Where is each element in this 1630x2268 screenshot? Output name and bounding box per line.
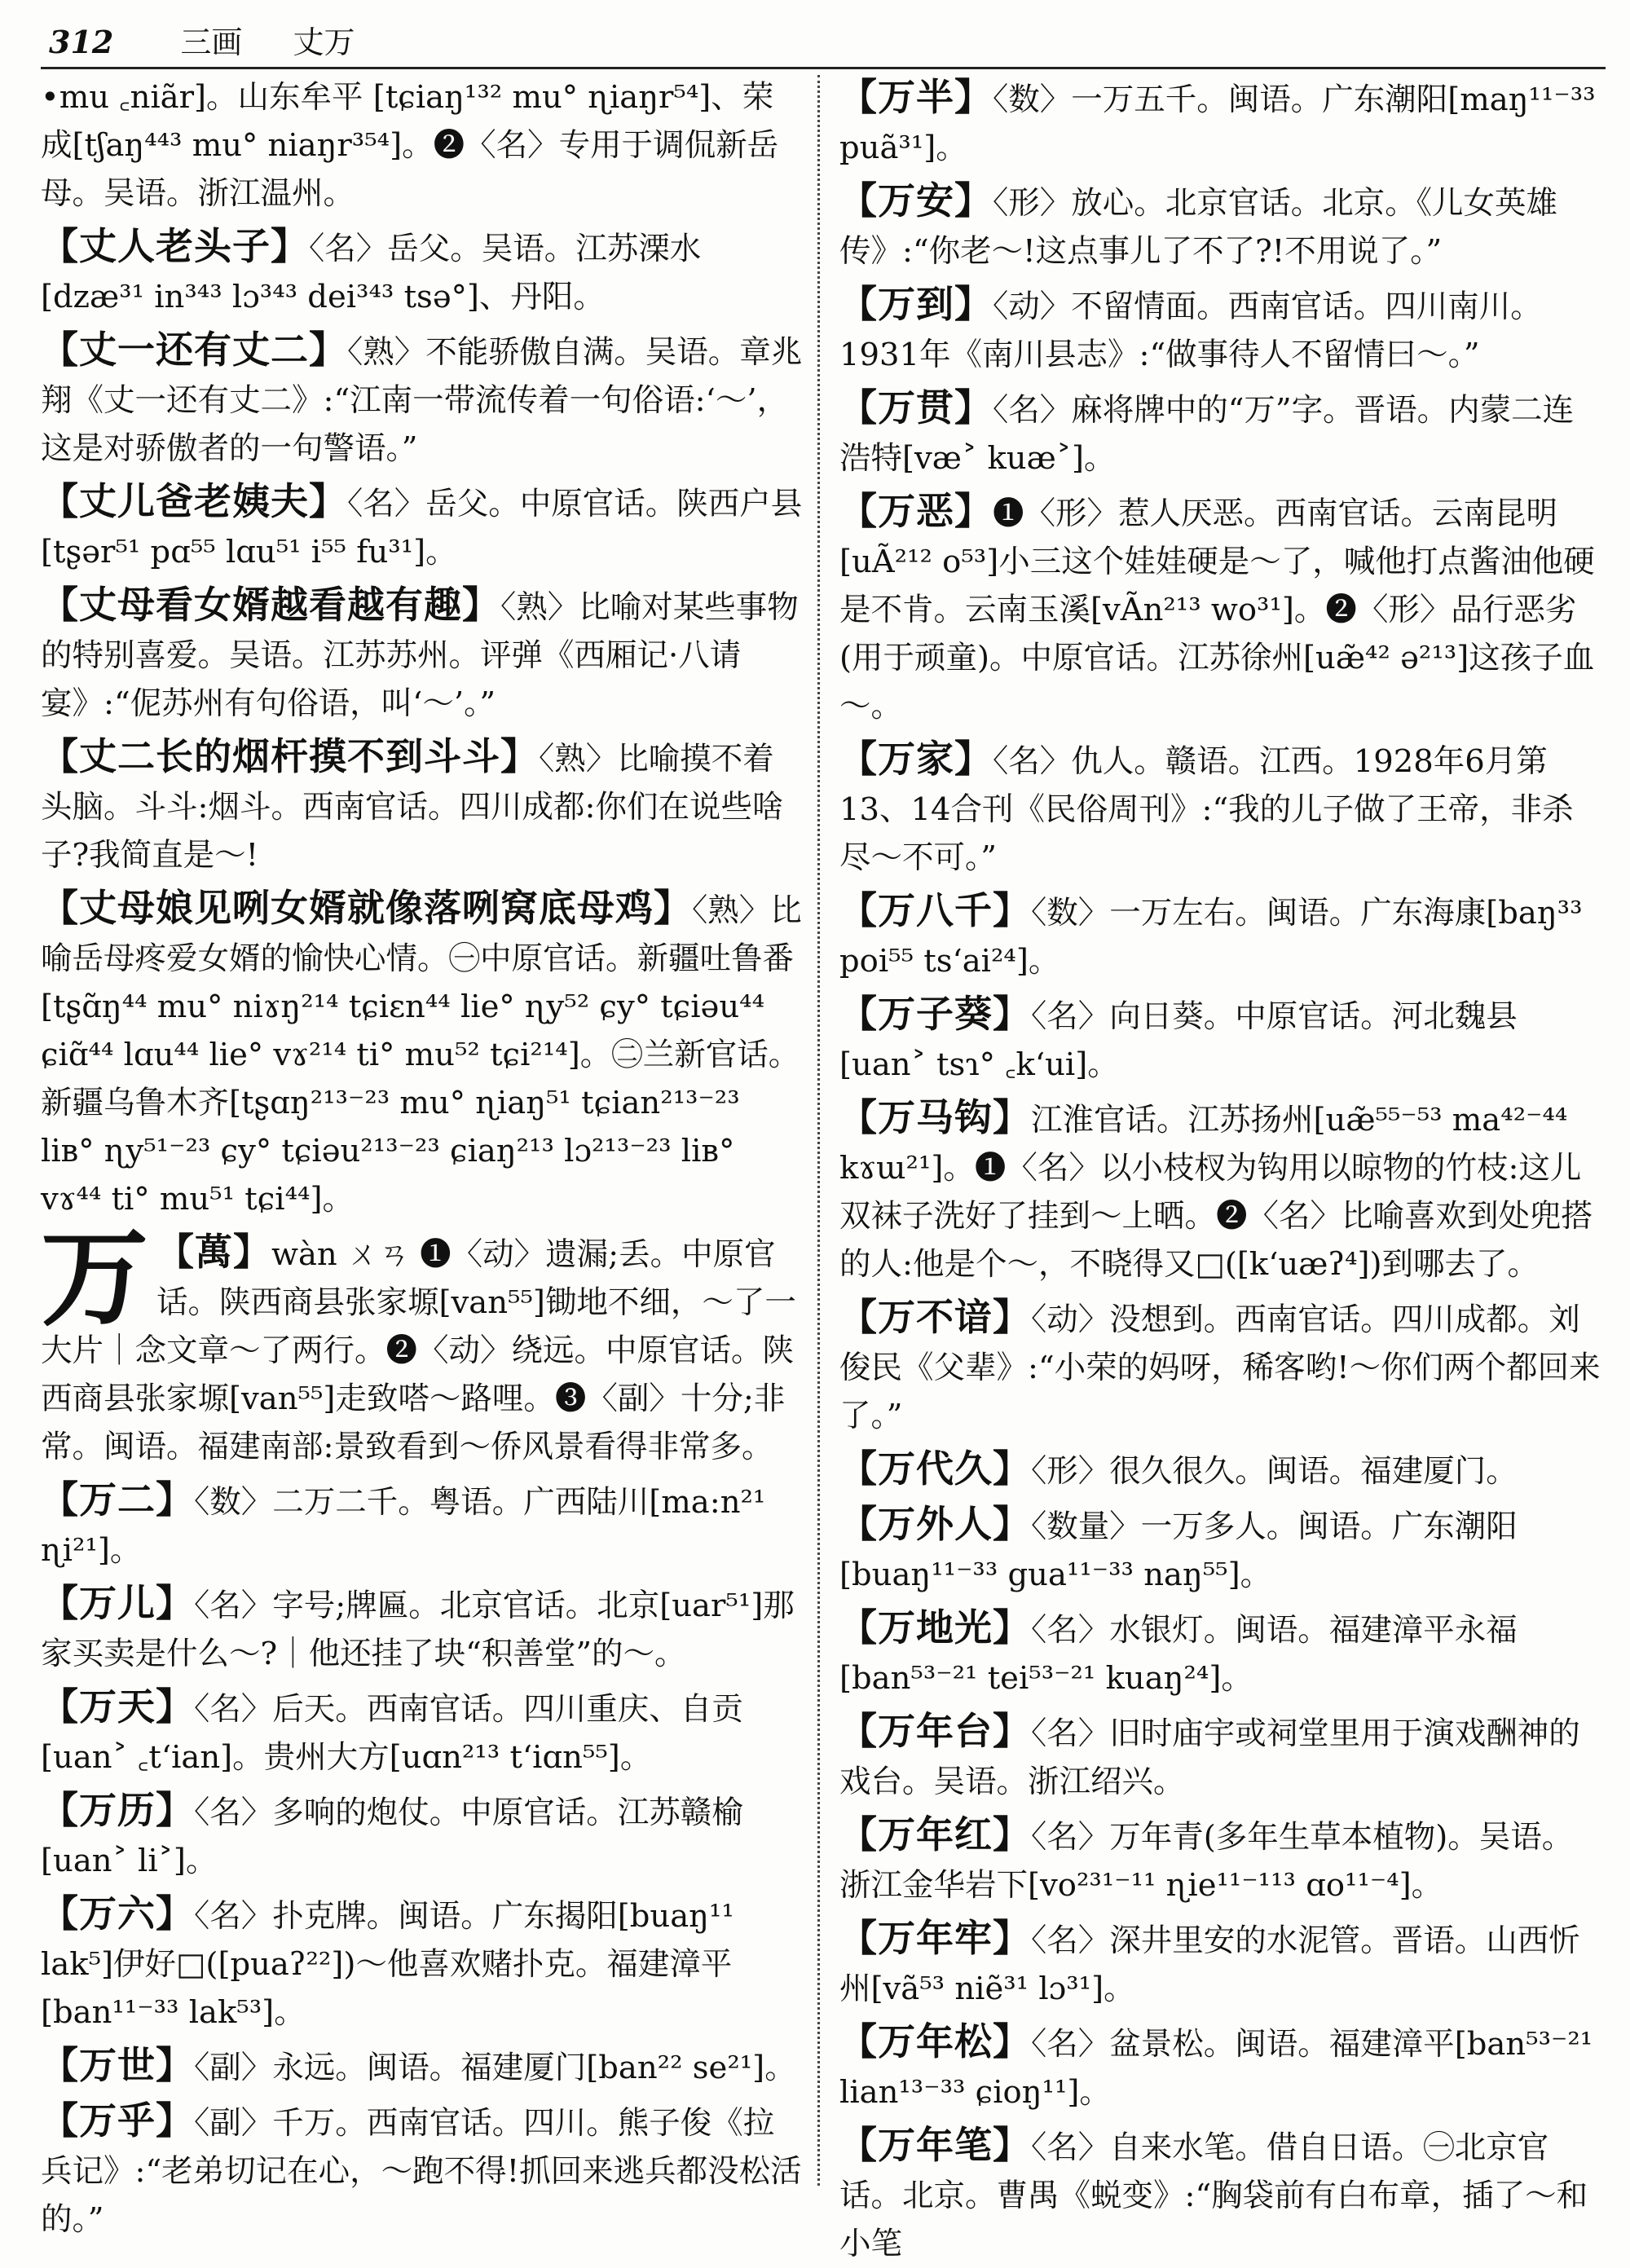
entry-definition: 〈数〉二万二千。粤语。广西陆川[ma:n²¹ ɳi²¹]。 (41, 1484, 766, 1569)
entry-headword: 【万外人】 (839, 1502, 1031, 1546)
entry-definition: 〈名〉仇人。赣语。江西。1928年6月第13、14合刊《民俗周刊》:“我的儿子做了王帝，非杀尽～不可。” (839, 743, 1574, 876)
dictionary-entry (839, 1604, 1601, 1702)
dictionary-entry (41, 1890, 803, 2037)
page-header (49, 18, 1581, 67)
dictionary-entry (839, 1500, 1601, 1599)
entry-headword: 【万贯】 (839, 385, 993, 429)
entry-headword: 【萬】 (156, 1230, 271, 1274)
entry-definition: 〈名〉麻将牌中的“万”字。晋语。内蒙二连浩特[væ˃ kuæ˃]。 (839, 392, 1575, 477)
entry-headword: 【万代久】 (839, 1447, 1031, 1491)
entry-definition: 〈数量〉一万多人。闽语。广东潮阳[buaŋ¹¹⁻³³ gua¹¹⁻³³ naŋ⁵⁵]。 (839, 1508, 1518, 1593)
entry-headword: 【丈儿爸老姨夫】 (41, 479, 347, 523)
main-character: 万 (41, 1215, 148, 1341)
dictionary-entry (41, 884, 803, 1223)
entry-headword: 【万乎】 (41, 2098, 194, 2142)
entry-headword: 【万到】 (839, 282, 993, 326)
entry-headword: 【万天】 (41, 1684, 194, 1729)
entry-headword: 【万子葵】 (839, 992, 1031, 1036)
entry-headword: 【万八千】 (839, 888, 1031, 932)
dictionary-entry (839, 990, 1601, 1089)
dictionary-entry (41, 326, 803, 473)
dictionary-entry (41, 222, 803, 321)
header-rule (41, 67, 1606, 69)
entry-headword: 【万年松】 (839, 2019, 1031, 2063)
entry-definition: 〈副〉千万。西南官话。四川。熊子俊《拉兵记》:“老弟切记在心，～跑不得!抓回来逃兵都没松活的。” (41, 2105, 802, 2238)
entry-definition: 〈名〉扑克牌。闽语。广东揭阳[buaŋ¹¹ lak⁵]伊好□([puaʔ²²])～他喜欢赌扑克。福建漳平[ban¹¹⁻³³ lak⁵³]。 (41, 1898, 734, 2031)
entry-definition: 〈名〉深井里安的水泥管。晋语。山西忻州[vã⁵³ niẽ³¹ lɔ³¹]。 (839, 1922, 1580, 2007)
column-divider (817, 75, 820, 2186)
entry-headword: 【万半】 (839, 75, 993, 119)
entry-definition: 〈名〉水银灯。闽语。福建漳平永福[ban⁵³⁻²¹ tei⁵³⁻²¹ kuaŋ²⁴]。 (839, 1612, 1518, 1697)
entry-headword: 【万家】 (839, 737, 993, 781)
entry-headword: 【万儿】 (41, 1581, 194, 1625)
entry-definition: 〈名〉岳父。吴语。江苏溧水[dzæ³¹ in³⁴³ lɔ³⁴³ dei³⁴³ tsə°]、丹阳。 (41, 231, 702, 315)
entry-definition: wàn ㄨㄢ ❶〈动〉遗漏;丢。中原官话。陕西商县张家塬[van⁵⁵]锄地不细，～了一大片｜念文章～了两行。❷〈动〉绕远。中原官话。陕西商县张家塬[van⁵⁵]走致嗒～路哩。❸〈副〉十分;非常。闽语。福建南部:景致看到～侨风景看得非常多。 (41, 1236, 796, 1465)
entry-headword: 【万历】 (41, 1788, 194, 1832)
dictionary-entry (41, 73, 803, 218)
entry-headword: 【万年笔】 (839, 2123, 1031, 2167)
entry-headword: 【丈母看女婿越看越有趣】 (41, 583, 500, 627)
entry-headword: 【万年红】 (839, 1812, 1031, 1856)
left-column (41, 73, 803, 2238)
entry-definition: 〈熟〉比喻摸不着头脑。斗斗:烟斗。西南官话。四川成都:你们在说些啥子?我简直是～! (41, 741, 784, 874)
entry-headword: 【丈人老头子】 (41, 224, 309, 268)
dictionary-entry (839, 887, 1601, 985)
dictionary-entry (41, 478, 803, 576)
entry-definition: 〈名〉多响的炮仗。中原官话。江苏赣榆[uan˃ li˃]。 (41, 1795, 743, 1879)
dictionary-entry (839, 1445, 1601, 1495)
entry-definition: 〈名〉旧时庙宇或祠堂里用于演戏酬神的戏台。吴语。浙江绍兴。 (839, 1715, 1580, 1800)
entry-headword: 【丈一还有丈二】 (41, 328, 347, 372)
entry-headword: 【万世】 (41, 2043, 194, 2087)
dictionary-entry (41, 2097, 803, 2244)
dictionary-entry (41, 1786, 803, 1885)
dictionary-entry (839, 73, 1601, 172)
dictionary-entry (41, 733, 803, 879)
entry-definition: 〈名〉万年青(多年生草本植物)。吴语。浙江金华岩下[vo²³¹⁻¹¹ ɳie¹¹⁻¹¹³ ɑo¹¹⁻⁴]。 (839, 1819, 1574, 1904)
dictionary-entry (839, 2121, 1601, 2268)
right-column (839, 73, 1601, 2262)
entry-headword: 【万地光】 (839, 1605, 1031, 1649)
dictionary-entry (839, 2018, 1601, 2116)
entry-headword: 【万年牢】 (839, 1916, 1031, 1960)
entry-definition: 江淮官话。江苏扬州[uæ̃⁵⁵⁻⁵³ ma⁴²⁻⁴⁴ kɤɯ²¹]。❶〈名〉以小枝杈为钩用以晾物的竹枝:这儿双袜子洗好了挂到～上晒。❷〈名〉比喻喜欢到处兜搭的人:他是个～，不晓得又□([k‘uæʔ⁴])到哪去了。 (839, 1102, 1593, 1283)
entry-definition: 〈熟〉不能骄傲自满。吴语。章兆翔《丈一还有丈二》:“江南一带流传着一句俗语:‘～’，这是对骄傲者的一句警语。” (41, 334, 803, 467)
entry-definition: 〈形〉很久很久。闽语。福建厦门。 (1031, 1453, 1518, 1490)
dictionary-entry (839, 384, 1601, 482)
dictionary-entry (41, 1476, 803, 1574)
entry-definition: 〈熟〉比喻对某些事物的特别喜爱。吴语。江苏苏州。评弹《西厢记·八请宴》:“伲苏州有句俗语，叫‘～’。” (41, 589, 799, 722)
dictionary-entry (839, 1293, 1601, 1440)
entry-definition: 〈动〉没想到。西南官话。四川成都。刘俊民《父辈》:“小荣的妈呀，稀客哟!～你们两个都回来了。” (839, 1301, 1601, 1434)
entry-headword: 【万年台】 (839, 1709, 1031, 1753)
dictionary-entry (41, 1215, 803, 1471)
entry-definition: 〈名〉岳父。中原官话。陕西户县[tʂər⁵¹ pɑ⁵⁵ lɑu⁵¹ i⁵⁵ fu³¹]。 (41, 486, 803, 570)
entry-definition: 〈副〉永远。闽语。福建厦门[ban²² se²¹]。 (194, 2050, 796, 2086)
dictionary-entry (41, 2041, 803, 2092)
entry-definition: 〈形〉放心。北京官话。北京。《儿女英雄传》:“你老～!这点事儿了不了?!不用说了。” (839, 185, 1558, 270)
entry-headword: 【丈母娘见咧女婿就像落咧窝底母鸡】 (41, 886, 692, 930)
entry-definition: 〈动〉不留情面。西南官话。四川南川。1931年《南川县志》:“做事待人不留情曰～。” (839, 288, 1542, 373)
entry-definition: 〈熟〉比喻岳母疼爱女婿的愉快心情。㊀中原官话。新疆吐鲁番 [tʂɑ̃ŋ⁴⁴ mu° niɤŋ²¹⁴ tɕiɛn⁴⁴ lie° ɳy⁵² ɕy° tɕiəu⁴⁴ ɕiɑ̃⁴⁴ lɑu⁴⁴ lie° vɤ²¹⁴ ti° mu⁵² tɕi²¹⁴]。㊁兰新官话。新疆乌鲁木齐[tʂɑŋ²¹³⁻²³ mu° ɳiaŋ⁵¹ tɕian²¹³⁻²³ liʙ° ɳy⁵¹⁻²³ ɕy° tɕiəu²¹³⁻²³ ɕiaŋ²¹³ lɔ²¹³⁻²³ liʙ° vɤ⁴⁴ ti° mu⁵¹ tɕi⁴⁴]。 (41, 892, 802, 1218)
entry-definition: 〈名〉后天。西南官话。四川重庆、自贡[uan˃ ꜀t‘ian]。贵州大方[uɑn²¹³ t‘iɑn⁵⁵]。 (41, 1691, 743, 1776)
entry-definition: 〈名〉字号;牌匾。北京官话。北京[uar⁵¹]那家买卖是什么～?｜他还挂了块“积善堂”的～。 (41, 1588, 795, 1672)
entry-definition: 〈数〉一万左右。闽语。广东海康[baŋ³³ poi⁵⁵ ts‘ai²⁴]。 (839, 895, 1583, 980)
entry-definition: 〈名〉自来水笔。借自日语。㊀北京官话。北京。曹禺《蜕变》:“胸袋前有白布章，插了～和小笔 (839, 2129, 1588, 2262)
entry-definition: ❶〈形〉惹人厌恶。西南官话。云南昆明[uÃ²¹² o⁵³]小三这个娃娃硬是～了，喊他打点酱油他硬是不肯。云南玉溪[vÃn²¹³ wo³¹]。❷〈形〉品行恶劣(用于顽童)。中原官话。江苏徐州[uæ̃⁴² ə²¹³]这孩子血～。 (839, 495, 1595, 724)
entry-definition: 〈数〉一万五千。闽语。广东潮阳[maŋ¹¹⁻³³ puã³¹]。 (839, 81, 1596, 166)
dictionary-entry (839, 735, 1601, 882)
entry-headword: 【万恶】 (839, 489, 993, 533)
dictionary-entry (839, 1707, 1601, 1806)
entry-headword: 【万二】 (41, 1478, 194, 1522)
stroke-section: 三画 (180, 24, 243, 60)
entry-definition: 〈名〉盆景松。闽语。福建漳平[ban⁵³⁻²¹ lian¹³⁻³³ ɕioŋ¹¹]。 (839, 2026, 1593, 2111)
header-headwords: 丈万 (293, 24, 355, 60)
page-number: 312 (49, 24, 114, 60)
dictionary-entry (839, 487, 1601, 730)
dictionary-entry (41, 1579, 803, 1678)
dictionary-entry (41, 581, 803, 728)
entry-headword: 【万马钩】 (839, 1095, 1031, 1139)
entry-definition: 〈名〉向日葵。中原官话。河北魏县[uan˃ tsɿ° ꜀k‘ui]。 (839, 998, 1518, 1083)
entry-definition: •mu ꜀niãr]。山东牟平 [tɕiaŋ¹³² mu° ɳiaŋr⁵⁴]、荣成[tʃaŋ⁴⁴³ mu° niaŋr³⁵⁴]。❷〈名〉专用于调侃新岳母。吴语。浙江温州。 (41, 79, 779, 212)
entry-headword: 【丈二长的烟杆摸不到斗斗】 (41, 734, 539, 778)
dictionary-entry (839, 280, 1601, 379)
entry-headword: 【万安】 (839, 178, 993, 222)
dictionary-entry (41, 1683, 803, 1781)
entry-headword: 【万不谙】 (839, 1295, 1031, 1339)
entry-headword: 【万六】 (41, 1891, 194, 1936)
dictionary-entry (839, 177, 1601, 275)
dictionary-entry (839, 1914, 1601, 2013)
dictionary-entry (839, 1094, 1601, 1288)
dictionary-entry (839, 1811, 1601, 1909)
